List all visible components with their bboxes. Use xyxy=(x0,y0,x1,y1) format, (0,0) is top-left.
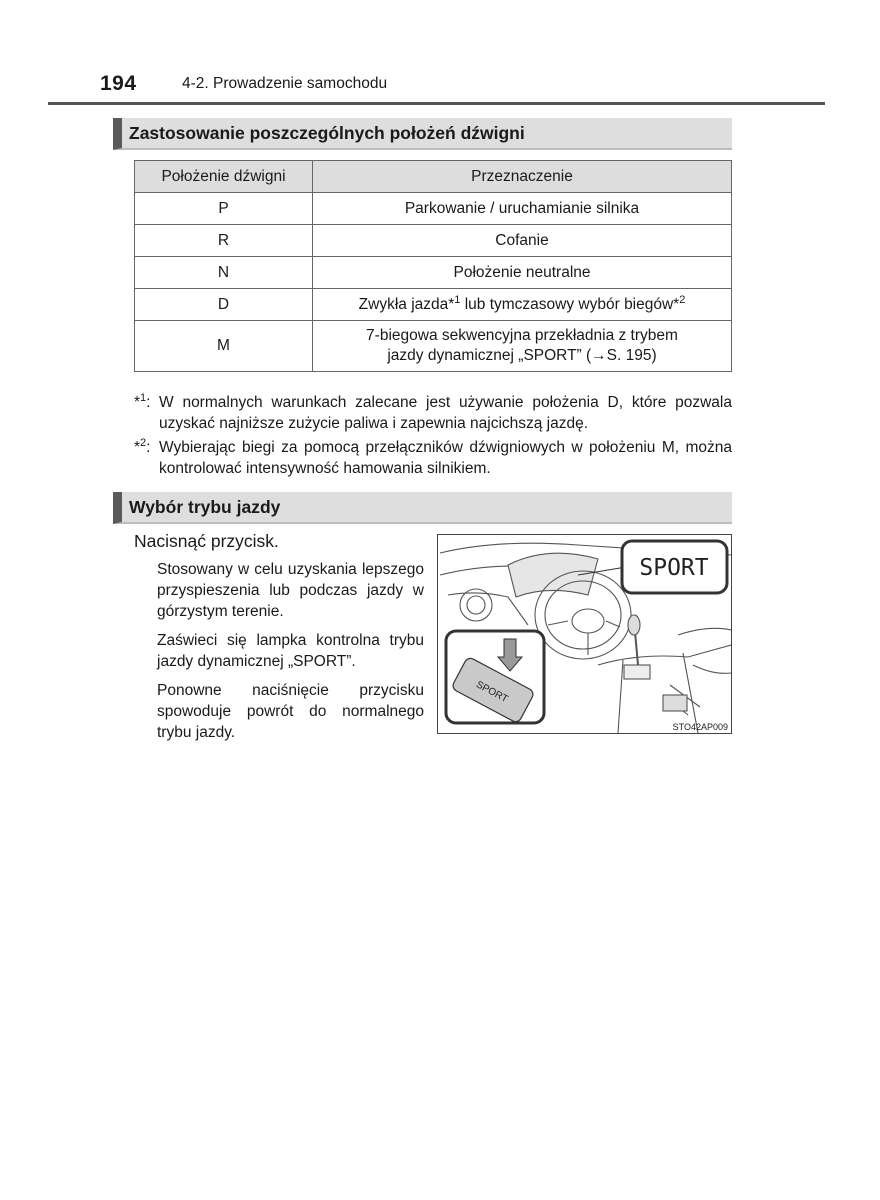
chapter-title: 4-2. Prowadzenie samochodu xyxy=(182,75,388,92)
page-number: 194 xyxy=(100,72,137,95)
footnote-text: W normalnych warunkach zalecane jest używanie położenia D, które pozwala uzyskać najniższe zużycie paliwa i zapewnia najcichszą jazdę. xyxy=(159,394,732,432)
footnote-mark: *$^1$: xyxy=(134,392,151,411)
instruction-paragraph: Zaświeci się lampka kontrolna trybu jazdy dynamicznej „SPORT”. xyxy=(157,632,424,670)
instruction-step: Nacisnąć przycisk. xyxy=(134,531,279,551)
column-header-purpose: Przeznaczenie xyxy=(313,161,732,193)
lever-position-cell: D xyxy=(135,289,313,321)
footnote xyxy=(134,437,732,479)
footnote-text: Wybierając biegi za pomocą przełączników dźwigniowych w położeniu M, można kontrolować intensywność hamowania silnikiem. xyxy=(159,439,732,477)
purpose-text-line: jazdy dynamicznej „SPORT” (→S. 195) xyxy=(387,347,657,364)
instruction-paragraph: Stosowany w celu uzyskania lepszego przyspieszenia lub podczas jazdy w górzystym terenie. xyxy=(157,561,424,620)
footnote-ref: 1 xyxy=(454,293,461,306)
purpose-text-line: 7-biegowa sekwencyjna przekładnia z trybem xyxy=(366,327,678,344)
purpose-text: lub tymczasowy wybór biegów* xyxy=(460,295,680,313)
table-row xyxy=(135,225,732,257)
section-title: Zastosowanie poszczególnych położeń dźwigni xyxy=(129,123,525,143)
lever-position-cell: R xyxy=(135,225,313,257)
section-title: Wybór trybu jazdy xyxy=(129,497,281,517)
instructions xyxy=(134,531,424,751)
page-header xyxy=(48,68,825,105)
purpose-cell xyxy=(313,321,732,372)
table-header-row xyxy=(135,161,732,193)
purpose-text: Zwykła jazda* xyxy=(358,295,455,313)
sport-mode-illustration xyxy=(437,534,732,734)
lever-position-cell: M xyxy=(135,321,313,372)
figure-code: STO42AP009 xyxy=(672,722,728,732)
section-heading-drive-mode xyxy=(113,492,732,524)
footnote xyxy=(134,392,732,434)
table-row xyxy=(135,321,732,372)
table-row xyxy=(135,193,732,225)
lever-position-cell: N xyxy=(135,257,313,289)
lever-position-table xyxy=(134,160,732,372)
purpose-cell: Parkowanie / uruchamianie silnika xyxy=(313,193,732,225)
purpose-cell: Położenie neutralne xyxy=(313,257,732,289)
purpose-cell: Cofanie xyxy=(313,225,732,257)
table-row xyxy=(135,257,732,289)
lever-position-cell: P xyxy=(135,193,313,225)
table-row xyxy=(135,289,732,321)
instruction-paragraph: Ponowne naciśnięcie przycisku spowoduje powrót do normalnego trybu jazdy. xyxy=(157,682,424,741)
sport-button-label: SPORT xyxy=(474,679,510,706)
footnote-ref: 2 xyxy=(679,293,686,306)
dashboard-drawing xyxy=(438,535,731,733)
purpose-cell xyxy=(313,289,732,321)
footnote-mark: *$^2$: xyxy=(134,437,151,456)
sport-indicator-label: SPORT xyxy=(639,555,709,581)
section-heading-lever-positions xyxy=(113,118,732,150)
column-header-position: Położenie dźwigni xyxy=(135,161,313,193)
footnotes xyxy=(134,392,732,482)
